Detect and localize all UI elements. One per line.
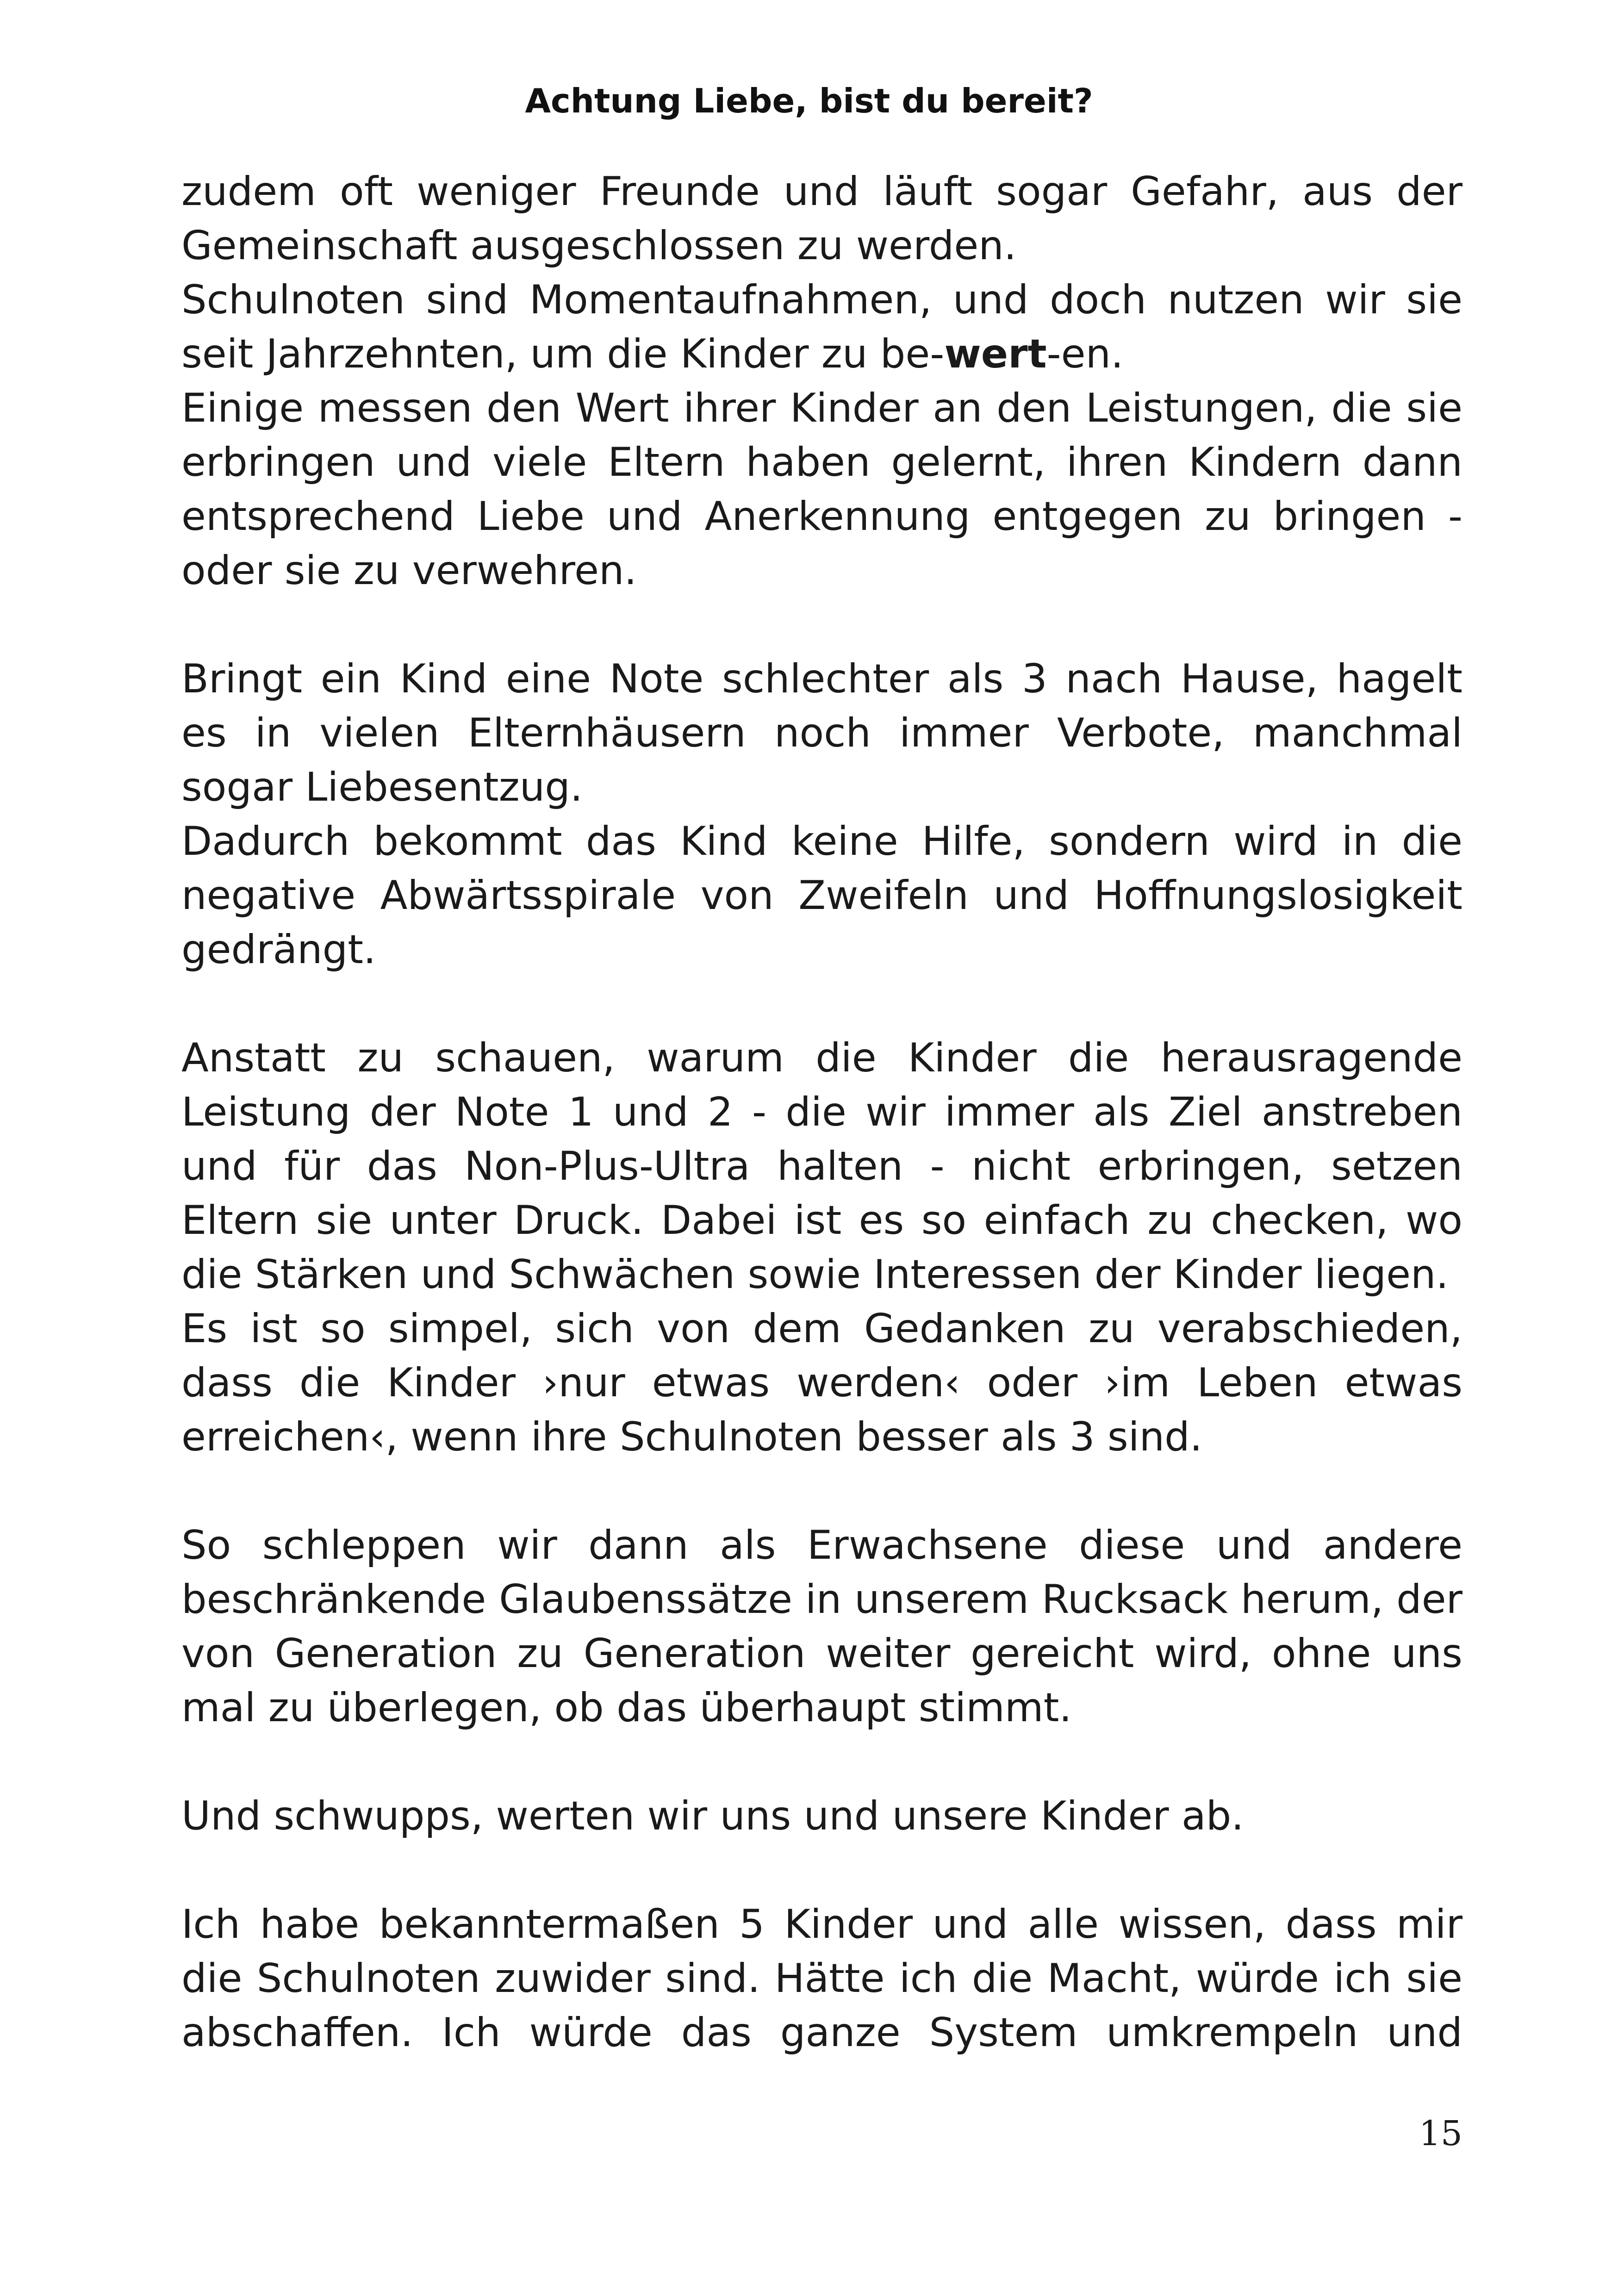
- body-text: [181, 165, 1462, 2060]
- emphasis-text: wert: [944, 331, 1047, 377]
- paragraph: Einige messen den Wert ihrer Kinder an den Leistungen, die sie erbringen und viele Eltern haben gelernt, ihren Kindern dann entsprechend Liebe und Anerkennung entgegen zu bringen - oder sie zu verwehren.: [181, 385, 1462, 594]
- paragraph: Es ist so simpel, sich von dem Gedanken zu verabschieden, dass die Kinder ›nur etwas werden‹ oder ›im Leben etwas erreichen‹, wenn ihre Schulnoten besser als 3 sind.: [181, 1306, 1462, 1460]
- paragraph: So schleppen wir dann als Erwachsene diese und andere beschränkende Glaubenssätze in unserem Rucksack herum, der von Generation zu Generation weiter gereicht wird, ohne uns mal zu überlegen, ob das überhaupt stimmt.: [181, 1522, 1462, 1731]
- paragraph: Dadurch bekommt das Kind keine Hilfe, sondern wird in die negative Abwärtsspirale von Zweifeln und Hoffnungslosigkeit gedrängt.: [181, 818, 1462, 973]
- paragraph: Bringt ein Kind eine Note schlechter als 3 nach Hause, hagelt es in vielen Elternhäusern noch immer Verbote, manchmal sogar Liebesentzug.: [181, 656, 1462, 810]
- paragraph-text: Schulnoten sind Momentaufnahmen, und doch nutzen wir sie seit Jahrzehnten, um die Kinder zu be-: [181, 277, 1462, 377]
- page-number: 15: [1419, 2114, 1462, 2153]
- paragraph: [181, 273, 1462, 381]
- paragraph-text: -en.: [1046, 331, 1124, 377]
- running-header-title: Achtung Liebe, bist du bereit?: [525, 81, 1093, 120]
- paragraph: Ich habe bekanntermaßen 5 Kinder und alle wissen, dass mir die Schulnoten zuwider sind. Hätte ich die Macht, würde ich sie abschaffen. Ich würde das ganze System umkrempeln und: [181, 1901, 1462, 2056]
- paragraph: Anstatt zu schauen, warum die Kinder die herausragende Leistung der Note 1 und 2 - die wir immer als Ziel anstreben und für das Non-Plus-Ultra halten - nicht erbringen, setzen Eltern sie unter Druck. Dabei ist es so einfach zu checken, wo die Stärken und Schwächen sowie Interessen der Kinder liegen.: [181, 1035, 1462, 1298]
- paragraph: zudem oft weniger Freunde und läuft sogar Gefahr, aus der Gemeinschaft ausgeschlossen zu werden.: [181, 168, 1462, 269]
- paragraph: Und schwupps, werten wir uns und unsere Kinder ab.: [181, 1793, 1244, 1839]
